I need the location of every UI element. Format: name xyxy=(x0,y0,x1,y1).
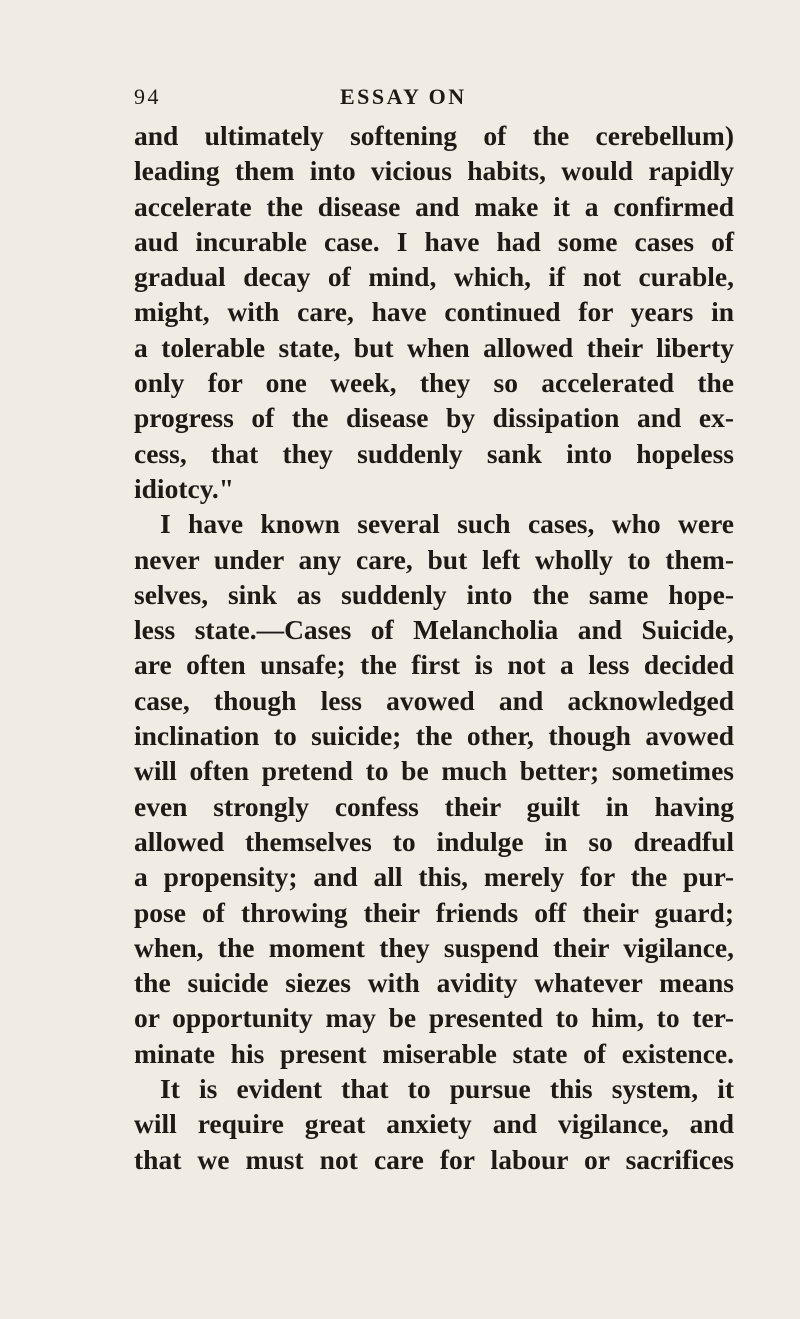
text-line: are often unsafe; the first is not a less decided xyxy=(134,649,734,681)
text-line: case, though less avowed and acknowledged xyxy=(134,684,734,716)
text-line: allowed themselves to indulge in so dreadful xyxy=(134,825,734,857)
text-line: only for one week, they so accelerated the xyxy=(134,367,734,399)
text-line: or opportunity may be presented to him, to ter- xyxy=(134,1002,734,1034)
text-line: pose of throwing their friends off their guard; xyxy=(134,896,734,928)
text-line: less state.—Cases of Melancholia and Suicide, xyxy=(134,614,734,646)
page-number: 94 xyxy=(134,84,161,109)
text-line: that we must not care for labour or sacrifices xyxy=(134,1143,734,1175)
text-line: a propensity; and all this, merely for the pur- xyxy=(134,861,734,893)
text-line: gradual decay of mind, which, if not curable, xyxy=(134,261,734,293)
text-line: even strongly confess their guilt in having xyxy=(134,790,734,822)
text-line: a tolerable state, but when allowed their liberty xyxy=(134,331,734,363)
running-title: ESSAY ON xyxy=(340,84,467,109)
text-line: might, with care, have continued for years in xyxy=(134,296,734,328)
text-line: accelerate the disease and make it a confirmed xyxy=(134,190,734,222)
text-line: inclination to suicide; the other, though avowed xyxy=(134,720,734,752)
text-line: and ultimately softening of the cerebellum) xyxy=(134,120,734,151)
text-line: never under any care, but left wholly to them- xyxy=(134,543,734,575)
text-line: I have known several such cases, who were xyxy=(160,508,734,540)
text-line: selves, sink as suddenly into the same hope- xyxy=(134,578,734,610)
text-line: will often pretend to be much better; sometimes xyxy=(134,755,734,787)
text-line: leading them into vicious habits, would rapidly xyxy=(134,155,734,187)
text-line: progress of the disease by dissipation and ex- xyxy=(134,402,734,434)
text-line: cess, that they suddenly sank into hopeless xyxy=(134,437,734,469)
text-line: the suicide siezes with avidity whatever means xyxy=(134,967,734,999)
text-line: It is evident that to pursue this system, it xyxy=(160,1073,734,1105)
text-line: will require great anxiety and vigilance, and xyxy=(134,1108,734,1140)
text-line: when, the moment they suspend their vigilance, xyxy=(134,931,734,963)
running-head xyxy=(134,84,734,114)
text-line: minate his present miserable state of existence. xyxy=(134,1037,734,1069)
text-line: aud incurable case. I have had some cases of xyxy=(134,225,734,257)
text-line: idiotcy." xyxy=(134,472,235,504)
body-text xyxy=(134,118,734,1177)
